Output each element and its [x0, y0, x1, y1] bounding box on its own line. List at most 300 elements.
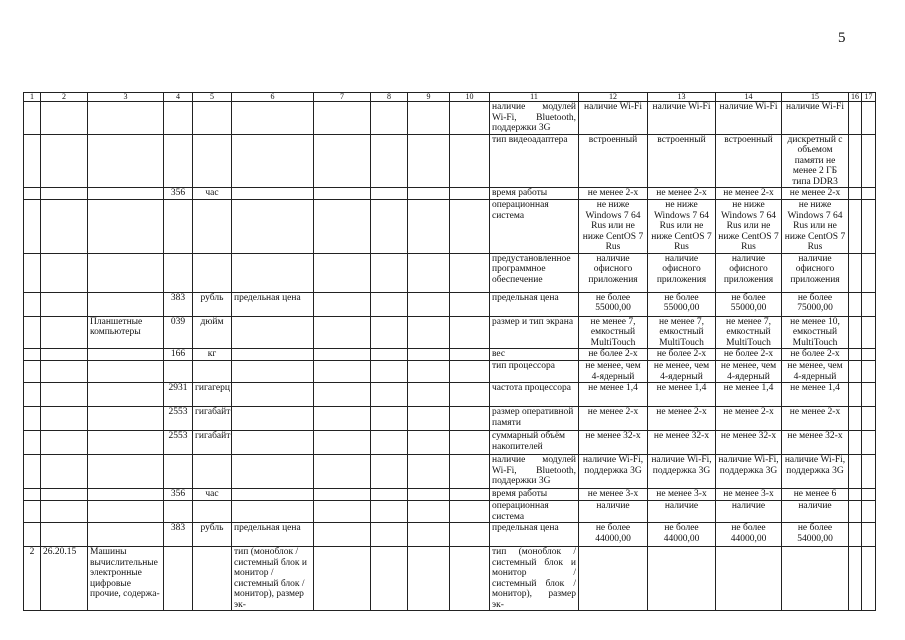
- cell-col-12: не более 2-х: [579, 349, 648, 361]
- cell-col-12: не менее 2-х: [579, 188, 648, 200]
- cell-col-16: [849, 253, 862, 292]
- cell-col-14: наличие: [716, 501, 782, 523]
- cell-col-2: [41, 253, 88, 292]
- cell-col-12: не менее, чем 4-ядерный: [579, 361, 648, 383]
- cell-col-13: встроенный: [648, 134, 716, 188]
- cell-col-16: [849, 188, 862, 200]
- cell-col-7: [314, 455, 371, 489]
- table-row: [24, 407, 876, 431]
- cell-col-17: [862, 200, 876, 254]
- cell-col-3: [88, 361, 164, 383]
- cell-col-11: тип (моноблок / системный блок и монитор / системный блок / монитор), размер эк-: [490, 547, 579, 611]
- cell-col-7: [314, 102, 371, 135]
- cell-col-8: [371, 134, 408, 188]
- cell-col-14: не более 55000,00: [716, 292, 782, 316]
- cell-col-11: предустановленное программное обеспечение: [490, 253, 579, 292]
- cell-col-17: [862, 383, 876, 407]
- cell-col-5: час: [193, 489, 232, 501]
- cell-col-3: [88, 188, 164, 200]
- cell-col-1: [24, 200, 41, 254]
- cell-col-14: не менее 32-х: [716, 431, 782, 455]
- cell-col-2: [41, 361, 88, 383]
- cell-col-14: не менее 7, емкостный MultiTouch: [716, 316, 782, 349]
- page-number: 5: [838, 30, 846, 46]
- table-row: [24, 383, 876, 407]
- cell-col-5: рубль: [193, 523, 232, 547]
- cell-col-15: не менее 2-х: [782, 407, 849, 431]
- cell-col-9: [408, 316, 450, 349]
- cell-col-9: [408, 383, 450, 407]
- cell-col-2: [41, 523, 88, 547]
- cell-col-4: 356: [164, 188, 193, 200]
- cell-col-14: не менее 2-х: [716, 407, 782, 431]
- col-header: 6: [232, 93, 314, 102]
- cell-col-3: [88, 200, 164, 254]
- cell-col-9: [408, 407, 450, 431]
- cell-col-5: [193, 200, 232, 254]
- cell-col-1: [24, 455, 41, 489]
- cell-col-8: [371, 102, 408, 135]
- cell-col-16: [849, 383, 862, 407]
- cell-col-2: [41, 489, 88, 501]
- header-row: [24, 93, 876, 102]
- cell-col-10: [450, 547, 490, 611]
- cell-col-17: [862, 292, 876, 316]
- col-header: 13: [648, 93, 716, 102]
- cell-col-6: [232, 431, 314, 455]
- table-row: [24, 431, 876, 455]
- cell-col-7: [314, 361, 371, 383]
- cell-col-6: предельная цена: [232, 523, 314, 547]
- cell-col-8: [371, 407, 408, 431]
- table-row: [24, 134, 876, 188]
- cell-col-10: [450, 253, 490, 292]
- cell-col-12: не менее 7, емкостный MultiTouch: [579, 316, 648, 349]
- cell-col-7: [314, 523, 371, 547]
- cell-col-11: размер оперативной памяти: [490, 407, 579, 431]
- cell-col-8: [371, 383, 408, 407]
- cell-col-15: не менее, чем 4-ядерный: [782, 361, 849, 383]
- cell-col-15: не ниже Windows 7 64 Rus или не ниже CentOS 7 Rus: [782, 200, 849, 254]
- cell-col-12: наличие: [579, 501, 648, 523]
- cell-col-13: не менее 2-х: [648, 188, 716, 200]
- col-header: 12: [579, 93, 648, 102]
- cell-col-5: [193, 455, 232, 489]
- cell-col-4: [164, 102, 193, 135]
- cell-col-7: [314, 501, 371, 523]
- cell-col-5: [193, 134, 232, 188]
- cell-col-9: [408, 455, 450, 489]
- cell-col-7: [314, 407, 371, 431]
- cell-col-9: [408, 431, 450, 455]
- cell-col-14: не менее 1,4: [716, 383, 782, 407]
- cell-col-16: [849, 501, 862, 523]
- cell-col-5: [193, 361, 232, 383]
- cell-col-1: [24, 349, 41, 361]
- cell-col-16: [849, 431, 862, 455]
- cell-col-3: [88, 431, 164, 455]
- cell-col-6: [232, 188, 314, 200]
- cell-col-2: [41, 407, 88, 431]
- cell-col-5: [193, 102, 232, 135]
- cell-col-7: [314, 253, 371, 292]
- cell-col-1: [24, 253, 41, 292]
- col-header: 3: [88, 93, 164, 102]
- cell-col-3: [88, 292, 164, 316]
- cell-col-2: [41, 102, 88, 135]
- cell-col-8: [371, 349, 408, 361]
- cell-col-15: не менее 6: [782, 489, 849, 501]
- cell-col-4: 2553: [164, 407, 193, 431]
- cell-col-13: не ниже Windows 7 64 Rus или не ниже CentOS 7 Rus: [648, 200, 716, 254]
- table-row: [24, 102, 876, 135]
- cell-col-3: [88, 455, 164, 489]
- cell-col-17: [862, 188, 876, 200]
- cell-col-13: не более 44000,00: [648, 523, 716, 547]
- cell-col-10: [450, 383, 490, 407]
- table-row: [24, 547, 876, 611]
- cell-col-15: [782, 547, 849, 611]
- cell-col-8: [371, 489, 408, 501]
- cell-col-15: наличие: [782, 501, 849, 523]
- cell-col-8: [371, 292, 408, 316]
- cell-col-11: операционная система: [490, 501, 579, 523]
- cell-col-2: [41, 200, 88, 254]
- cell-col-2: [41, 455, 88, 489]
- cell-col-16: [849, 455, 862, 489]
- cell-col-10: [450, 501, 490, 523]
- cell-col-7: [314, 292, 371, 316]
- cell-col-14: не более 2-х: [716, 349, 782, 361]
- table-row: [24, 349, 876, 361]
- cell-col-16: [849, 547, 862, 611]
- cell-col-11: суммарный объём накопителей: [490, 431, 579, 455]
- cell-col-1: [24, 188, 41, 200]
- col-header: 8: [371, 93, 408, 102]
- cell-col-8: [371, 547, 408, 611]
- cell-col-6: [232, 383, 314, 407]
- cell-col-10: [450, 361, 490, 383]
- cell-col-7: [314, 383, 371, 407]
- cell-col-10: [450, 134, 490, 188]
- cell-col-2: [41, 501, 88, 523]
- cell-col-1: [24, 431, 41, 455]
- cell-col-4: [164, 455, 193, 489]
- col-header: 11: [490, 93, 579, 102]
- cell-col-5: гигабайт: [193, 431, 232, 455]
- cell-col-3: [88, 349, 164, 361]
- cell-col-14: не менее 2-х: [716, 188, 782, 200]
- cell-col-17: [862, 547, 876, 611]
- cell-col-8: [371, 200, 408, 254]
- cell-col-10: [450, 349, 490, 361]
- cell-col-11: тип процессора: [490, 361, 579, 383]
- cell-col-6: [232, 134, 314, 188]
- cell-col-10: [450, 200, 490, 254]
- table-row: [24, 489, 876, 501]
- cell-col-7: [314, 349, 371, 361]
- cell-col-16: [849, 200, 862, 254]
- cell-col-6: [232, 349, 314, 361]
- cell-col-13: не более 55000,00: [648, 292, 716, 316]
- col-header: 5: [193, 93, 232, 102]
- cell-col-10: [450, 489, 490, 501]
- cell-col-12: не менее 2-х: [579, 407, 648, 431]
- cell-col-11: частота процессора: [490, 383, 579, 407]
- cell-col-3: [88, 489, 164, 501]
- cell-col-9: [408, 501, 450, 523]
- cell-col-3: Машины вычислительные электронные цифровые прочие, содержа-: [88, 547, 164, 611]
- cell-col-9: [408, 253, 450, 292]
- cell-col-1: [24, 316, 41, 349]
- cell-col-17: [862, 501, 876, 523]
- col-header: 14: [716, 93, 782, 102]
- cell-col-10: [450, 292, 490, 316]
- cell-col-8: [371, 316, 408, 349]
- cell-col-14: наличие Wi-Fi: [716, 102, 782, 135]
- cell-col-12: [579, 547, 648, 611]
- table-row: [24, 316, 876, 349]
- cell-col-17: [862, 316, 876, 349]
- cell-col-10: [450, 523, 490, 547]
- cell-col-4: [164, 501, 193, 523]
- cell-col-13: не менее, чем 4-ядерный: [648, 361, 716, 383]
- spec-table: [23, 92, 876, 611]
- cell-col-14: встроенный: [716, 134, 782, 188]
- cell-col-10: [450, 431, 490, 455]
- cell-col-16: [849, 349, 862, 361]
- cell-col-13: наличие: [648, 501, 716, 523]
- cell-col-1: [24, 134, 41, 188]
- cell-col-15: не менее 1,4: [782, 383, 849, 407]
- cell-col-6: [232, 455, 314, 489]
- table-row: [24, 523, 876, 547]
- cell-col-16: [849, 102, 862, 135]
- cell-col-1: [24, 407, 41, 431]
- col-header: 2: [41, 93, 88, 102]
- cell-col-17: [862, 102, 876, 135]
- cell-col-16: [849, 316, 862, 349]
- cell-col-5: [193, 253, 232, 292]
- cell-col-17: [862, 455, 876, 489]
- cell-col-3: [88, 253, 164, 292]
- cell-col-6: [232, 316, 314, 349]
- cell-col-8: [371, 523, 408, 547]
- cell-col-5: дюйм: [193, 316, 232, 349]
- cell-col-17: [862, 489, 876, 501]
- cell-col-15: дискретный с объемом памяти не менее 2 ГБ типа DDR3: [782, 134, 849, 188]
- cell-col-9: [408, 523, 450, 547]
- cell-col-5: гигагерц: [193, 383, 232, 407]
- cell-col-2: [41, 431, 88, 455]
- cell-col-17: [862, 134, 876, 188]
- cell-col-17: [862, 361, 876, 383]
- cell-col-6: предельная цена: [232, 292, 314, 316]
- cell-col-8: [371, 431, 408, 455]
- cell-col-9: [408, 292, 450, 316]
- cell-col-2: [41, 349, 88, 361]
- cell-col-2: [41, 292, 88, 316]
- col-header: 4: [164, 93, 193, 102]
- col-header: 15: [782, 93, 849, 102]
- cell-col-3: [88, 501, 164, 523]
- cell-col-14: наличие Wi-Fi, поддержка 3G: [716, 455, 782, 489]
- cell-col-12: не более 44000,00: [579, 523, 648, 547]
- cell-col-6: [232, 407, 314, 431]
- cell-col-6: тип (моноблок / системный блок и монитор / системный блок / монитор), размер эк-: [232, 547, 314, 611]
- cell-col-3: [88, 407, 164, 431]
- cell-col-11: наличие модулей Wi-Fi, Bluetooth, поддержки 3G: [490, 102, 579, 135]
- cell-col-11: время работы: [490, 188, 579, 200]
- col-header: 16: [849, 93, 862, 102]
- cell-col-14: наличие офисного приложения: [716, 253, 782, 292]
- cell-col-9: [408, 489, 450, 501]
- cell-col-15: наличие офисного приложения: [782, 253, 849, 292]
- cell-col-2: 26.20.15: [41, 547, 88, 611]
- cell-col-10: [450, 188, 490, 200]
- cell-col-7: [314, 188, 371, 200]
- cell-col-9: [408, 547, 450, 611]
- cell-col-16: [849, 361, 862, 383]
- cell-col-4: [164, 253, 193, 292]
- cell-col-7: [314, 431, 371, 455]
- cell-col-15: не более 54000,00: [782, 523, 849, 547]
- cell-col-16: [849, 523, 862, 547]
- cell-col-7: [314, 200, 371, 254]
- cell-col-11: вес: [490, 349, 579, 361]
- cell-col-3: [88, 523, 164, 547]
- cell-col-17: [862, 407, 876, 431]
- cell-col-5: час: [193, 188, 232, 200]
- cell-col-11: время работы: [490, 489, 579, 501]
- cell-col-2: [41, 188, 88, 200]
- cell-col-13: не менее 3-х: [648, 489, 716, 501]
- cell-col-1: [24, 292, 41, 316]
- cell-col-1: [24, 361, 41, 383]
- cell-col-4: 383: [164, 292, 193, 316]
- cell-col-11: операционная система: [490, 200, 579, 254]
- cell-col-8: [371, 501, 408, 523]
- cell-col-10: [450, 455, 490, 489]
- cell-col-11: размер и тип экрана: [490, 316, 579, 349]
- cell-col-9: [408, 200, 450, 254]
- cell-col-9: [408, 134, 450, 188]
- cell-col-17: [862, 253, 876, 292]
- cell-col-8: [371, 455, 408, 489]
- table-row: [24, 188, 876, 200]
- cell-col-12: не менее 1,4: [579, 383, 648, 407]
- cell-col-9: [408, 361, 450, 383]
- cell-col-1: [24, 383, 41, 407]
- cell-col-4: 2931: [164, 383, 193, 407]
- cell-col-8: [371, 188, 408, 200]
- cell-col-3: [88, 134, 164, 188]
- cell-col-4: 356: [164, 489, 193, 501]
- col-header: 17: [862, 93, 876, 102]
- cell-col-5: рубль: [193, 292, 232, 316]
- cell-col-12: не более 55000,00: [579, 292, 648, 316]
- cell-col-6: [232, 200, 314, 254]
- cell-col-10: [450, 316, 490, 349]
- cell-col-5: [193, 501, 232, 523]
- cell-col-15: не менее 10, емкостный MultiTouch: [782, 316, 849, 349]
- cell-col-13: не менее 32-х: [648, 431, 716, 455]
- cell-col-12: наличие Wi-Fi: [579, 102, 648, 135]
- cell-col-14: не менее, чем 4-ядерный: [716, 361, 782, 383]
- cell-col-7: [314, 547, 371, 611]
- cell-col-17: [862, 349, 876, 361]
- cell-col-14: не ниже Windows 7 64 Rus или не ниже CentOS 7 Rus: [716, 200, 782, 254]
- cell-col-8: [371, 253, 408, 292]
- cell-col-11: наличие модулей Wi-Fi, Bluetooth, поддержки 3G: [490, 455, 579, 489]
- cell-col-13: [648, 547, 716, 611]
- cell-col-10: [450, 102, 490, 135]
- cell-col-12: наличие Wi-Fi, поддержка 3G: [579, 455, 648, 489]
- cell-col-15: не менее 32-х: [782, 431, 849, 455]
- cell-col-16: [849, 489, 862, 501]
- cell-col-2: [41, 316, 88, 349]
- cell-col-6: [232, 361, 314, 383]
- cell-col-1: [24, 501, 41, 523]
- cell-col-13: наличие офисного приложения: [648, 253, 716, 292]
- cell-col-16: [849, 407, 862, 431]
- cell-col-14: не более 44000,00: [716, 523, 782, 547]
- cell-col-4: 383: [164, 523, 193, 547]
- cell-col-4: 039: [164, 316, 193, 349]
- table-row: [24, 501, 876, 523]
- cell-col-6: [232, 102, 314, 135]
- cell-col-6: [232, 253, 314, 292]
- col-header: 10: [450, 93, 490, 102]
- cell-col-3: [88, 102, 164, 135]
- cell-col-4: 166: [164, 349, 193, 361]
- cell-col-7: [314, 134, 371, 188]
- table-row: [24, 200, 876, 254]
- cell-col-2: [41, 134, 88, 188]
- cell-col-4: [164, 361, 193, 383]
- cell-col-13: не менее 7, емкостный MultiTouch: [648, 316, 716, 349]
- cell-col-3: Планшетные компьютеры: [88, 316, 164, 349]
- cell-col-13: не менее 1,4: [648, 383, 716, 407]
- cell-col-11: предельная цена: [490, 292, 579, 316]
- cell-col-4: [164, 547, 193, 611]
- cell-col-4: 2553: [164, 431, 193, 455]
- cell-col-13: не менее 2-х: [648, 407, 716, 431]
- cell-col-1: [24, 523, 41, 547]
- cell-col-15: наличие Wi-Fi, поддержка 3G: [782, 455, 849, 489]
- cell-col-9: [408, 188, 450, 200]
- cell-col-7: [314, 489, 371, 501]
- cell-col-7: [314, 316, 371, 349]
- cell-col-17: [862, 523, 876, 547]
- cell-col-14: не менее 3-х: [716, 489, 782, 501]
- cell-col-15: не более 75000,00: [782, 292, 849, 316]
- cell-col-12: встроенный: [579, 134, 648, 188]
- table-row: [24, 455, 876, 489]
- cell-col-11: тип видеоадаптера: [490, 134, 579, 188]
- table-row: [24, 253, 876, 292]
- cell-col-11: предельная цена: [490, 523, 579, 547]
- cell-col-8: [371, 361, 408, 383]
- cell-col-4: [164, 134, 193, 188]
- table-row: [24, 292, 876, 316]
- cell-col-12: не ниже Windows 7 64 Rus или не ниже CentOS 7 Rus: [579, 200, 648, 254]
- cell-col-13: не более 2-х: [648, 349, 716, 361]
- cell-col-3: [88, 383, 164, 407]
- cell-col-12: наличие офисного приложения: [579, 253, 648, 292]
- col-header: 9: [408, 93, 450, 102]
- cell-col-10: [450, 407, 490, 431]
